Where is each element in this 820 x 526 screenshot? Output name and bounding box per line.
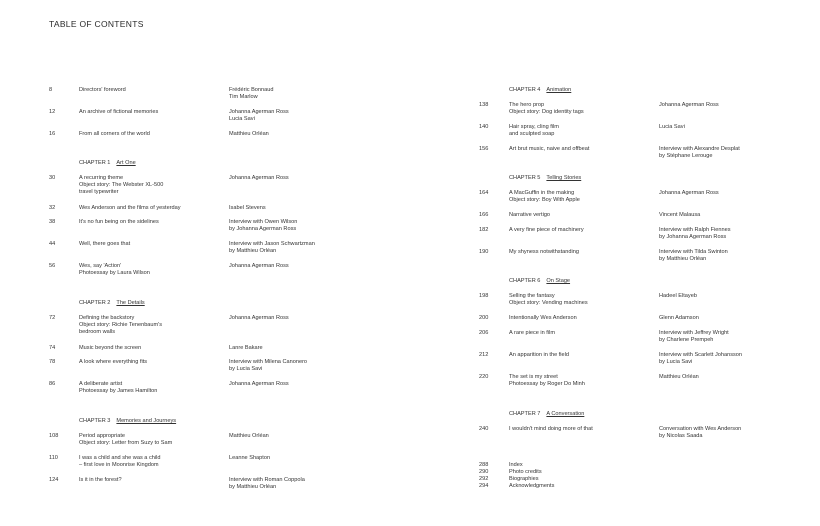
page-number: 44	[49, 241, 56, 247]
entry-title: Intentionally Wes Anderson	[509, 315, 577, 321]
entry-title: A recurring theme Object story: The Webster XL-500 travel typewriter	[79, 175, 164, 195]
chapter-heading	[79, 160, 136, 167]
entry-title: The hero prop Object story: Dog identity tags	[509, 102, 584, 115]
page-number: 32	[49, 205, 56, 211]
entry-title: Directors' foreword	[79, 87, 126, 93]
entry-title: A deliberate artist Photoessay by James Hamilton	[79, 381, 158, 394]
entry-title: A rare piece in film	[509, 330, 556, 336]
entry-author: Interview with Jason Schwartzman by Matthieu Orléan	[229, 241, 315, 254]
entry-author: Hadeel Eltayeb	[659, 293, 697, 299]
entry-title: Narrative vertigo	[509, 212, 551, 218]
entry-title: Defining the backstory Object story: Richie Tenenbaum's bedroom walls	[79, 315, 163, 335]
page-number: 110	[49, 455, 58, 461]
entry-title: An apparition in the field	[509, 352, 570, 358]
entry-title: Is it in the forest?	[79, 477, 122, 483]
entry-author: Isabel Stevens	[229, 205, 266, 211]
entry-title: Music beyond the screen	[79, 345, 142, 351]
chapter-heading	[509, 278, 570, 285]
chapter-title[interactable]: The Details	[116, 300, 145, 306]
chapter-heading	[509, 87, 571, 94]
entry-author: Johanna Agerman Ross	[659, 102, 719, 108]
chapter-heading	[79, 300, 145, 307]
entry-author: Glenn Adamson	[659, 315, 699, 321]
chapter-title[interactable]: On Stage	[546, 278, 571, 284]
chapter-number: CHAPTER 4	[509, 87, 541, 93]
page-number: 86	[49, 381, 56, 387]
page-number: 240	[479, 426, 489, 432]
entry-author: Lanre Bakare	[229, 345, 263, 351]
page-number: 182	[479, 227, 489, 233]
page-number: 108	[49, 433, 59, 439]
chapter-title[interactable]: Art One	[116, 160, 136, 166]
chapter-number: CHAPTER 5	[509, 175, 541, 181]
page-number: 164	[479, 190, 489, 196]
page-number: 30	[49, 175, 56, 181]
entry-title: My shyness notwithstanding	[509, 249, 579, 255]
entry-author: Interview with Jeffrey Wright by Charlene Prempeh	[659, 330, 729, 343]
page-number: 124	[49, 477, 59, 483]
entry-author: Johanna Agerman Ross	[229, 315, 289, 321]
page-number: 56	[49, 263, 56, 269]
entry-author: Johanna Agerman Ross	[229, 263, 289, 269]
entry-author: Johanna Agerman Ross	[229, 175, 289, 181]
page-number: 72	[49, 315, 56, 321]
page-number: 16	[49, 131, 56, 137]
entry-author: Interview with Ralph Fiennes by Johanna Agerman Ross	[659, 227, 731, 240]
entry-author: Leanne Shapton	[229, 455, 271, 461]
entry-title: Hair spray, cling film and sculpted soap	[509, 124, 559, 137]
entry-title: Selling the fantasy Object story: Vending machines	[509, 293, 588, 306]
chapter-number: CHAPTER 1	[79, 160, 111, 166]
entry-author: Matthieu Orléan	[229, 433, 269, 439]
page-number: 220	[479, 374, 489, 380]
entry-title: Index	[509, 462, 523, 468]
entry-author: Lucia Savi	[659, 124, 685, 130]
page-number: 74	[49, 345, 56, 351]
chapter-title[interactable]: A Conversation	[546, 411, 585, 417]
chapter-heading	[79, 418, 176, 425]
entry-title: A MacGuffin in the making Object story: Boy With Apple	[509, 190, 580, 203]
chapter-number: CHAPTER 6	[509, 278, 541, 284]
entry-author: Johanna Agerman Ross Lucia Savi	[229, 109, 289, 122]
entry-author: Interview with Alexandre Desplat by Stéphane Lerouge	[659, 146, 740, 159]
page-number: 156	[479, 146, 489, 152]
page-number: 292	[479, 476, 489, 482]
chapter-number: CHAPTER 2	[79, 300, 111, 306]
chapter-title[interactable]: Memories and Journeys	[116, 418, 177, 424]
page-number: 166	[479, 212, 489, 218]
entry-title: An archive of fictional memories	[79, 109, 159, 115]
page-number: 140	[479, 124, 489, 130]
entry-title: Wes, say 'Action' Photoessay by Laura Wilson	[79, 263, 150, 276]
entry-author: Interview with Scarlett Johansson by Lucia Savi	[659, 352, 743, 365]
entry-author: Johanna Agerman Ross	[659, 190, 719, 196]
right-column	[479, 0, 820, 526]
entry-author: Matthieu Orléan	[229, 131, 269, 137]
entry-author: Interview with Owen Wilson by Johanna Agerman Ross	[229, 219, 298, 232]
entry-title: Acknowledgments	[509, 483, 555, 489]
page-number: 190	[479, 249, 489, 255]
entry-title: From all corners of the world	[79, 131, 150, 137]
entry-author: Frédéric Bonnaud Tim Marlow	[229, 87, 274, 100]
entry-title: Period appropriate Object story: Letter from Suzy to Sam	[79, 433, 173, 446]
page-number: 38	[49, 219, 56, 225]
page-number: 212	[479, 352, 489, 358]
page-number: 198	[479, 293, 489, 299]
chapter-heading	[509, 411, 584, 418]
chapter-heading	[509, 175, 581, 182]
page-number: 8	[49, 87, 53, 93]
chapter-number: CHAPTER 7	[509, 411, 541, 417]
entry-author: Vincent Malausa	[659, 212, 701, 218]
page-number: 206	[479, 330, 489, 336]
entry-author: Interview with Milena Canonero by Lucia Savi	[229, 359, 308, 372]
entry-title: Wes Anderson and the films of yesterday	[79, 205, 181, 211]
chapter-title[interactable]: Telling Stories	[546, 175, 582, 181]
entry-author: Matthieu Orléan	[659, 374, 699, 380]
page-number: 200	[479, 315, 489, 321]
entry-title: I was a child and she was a child – first love in Moonrise Kingdom	[79, 455, 161, 468]
page-number: 12	[49, 109, 56, 115]
page-number: 288	[479, 462, 489, 468]
entry-title: A very fine piece of machinery	[509, 227, 584, 233]
page-number: 290	[479, 469, 489, 475]
page-number: 294	[479, 483, 489, 489]
page-number: 138	[479, 102, 489, 108]
page-number: 78	[49, 359, 56, 365]
page-title: TABLE OF CONTENTS	[49, 19, 144, 29]
entry-title: Art brut music, naive and offbeat	[509, 146, 590, 152]
entry-title: A look where everything fits	[79, 359, 148, 365]
entry-author: Conversation with Wes Anderson by Nicolas Saada	[659, 426, 742, 439]
entry-title: Well, there goes that	[79, 241, 131, 247]
entry-title: I wouldn't mind doing more of that	[509, 426, 593, 432]
entry-author: Interview with Roman Coppola by Matthieu Orléan	[229, 477, 305, 490]
entry-title: It's no fun being on the sidelines	[79, 219, 159, 225]
entry-author: Interview with Tilda Swinton by Matthieu Orléan	[659, 249, 728, 262]
chapter-number: CHAPTER 3	[79, 418, 111, 424]
entry-title: The set is my street Photoessay by Roger Do Minh	[509, 374, 585, 387]
chapter-title[interactable]: Animation	[546, 87, 572, 93]
entry-title: Photo credits	[509, 469, 542, 475]
entry-author: Johanna Agerman Ross	[229, 381, 289, 387]
entry-title: Biographies	[509, 476, 539, 482]
